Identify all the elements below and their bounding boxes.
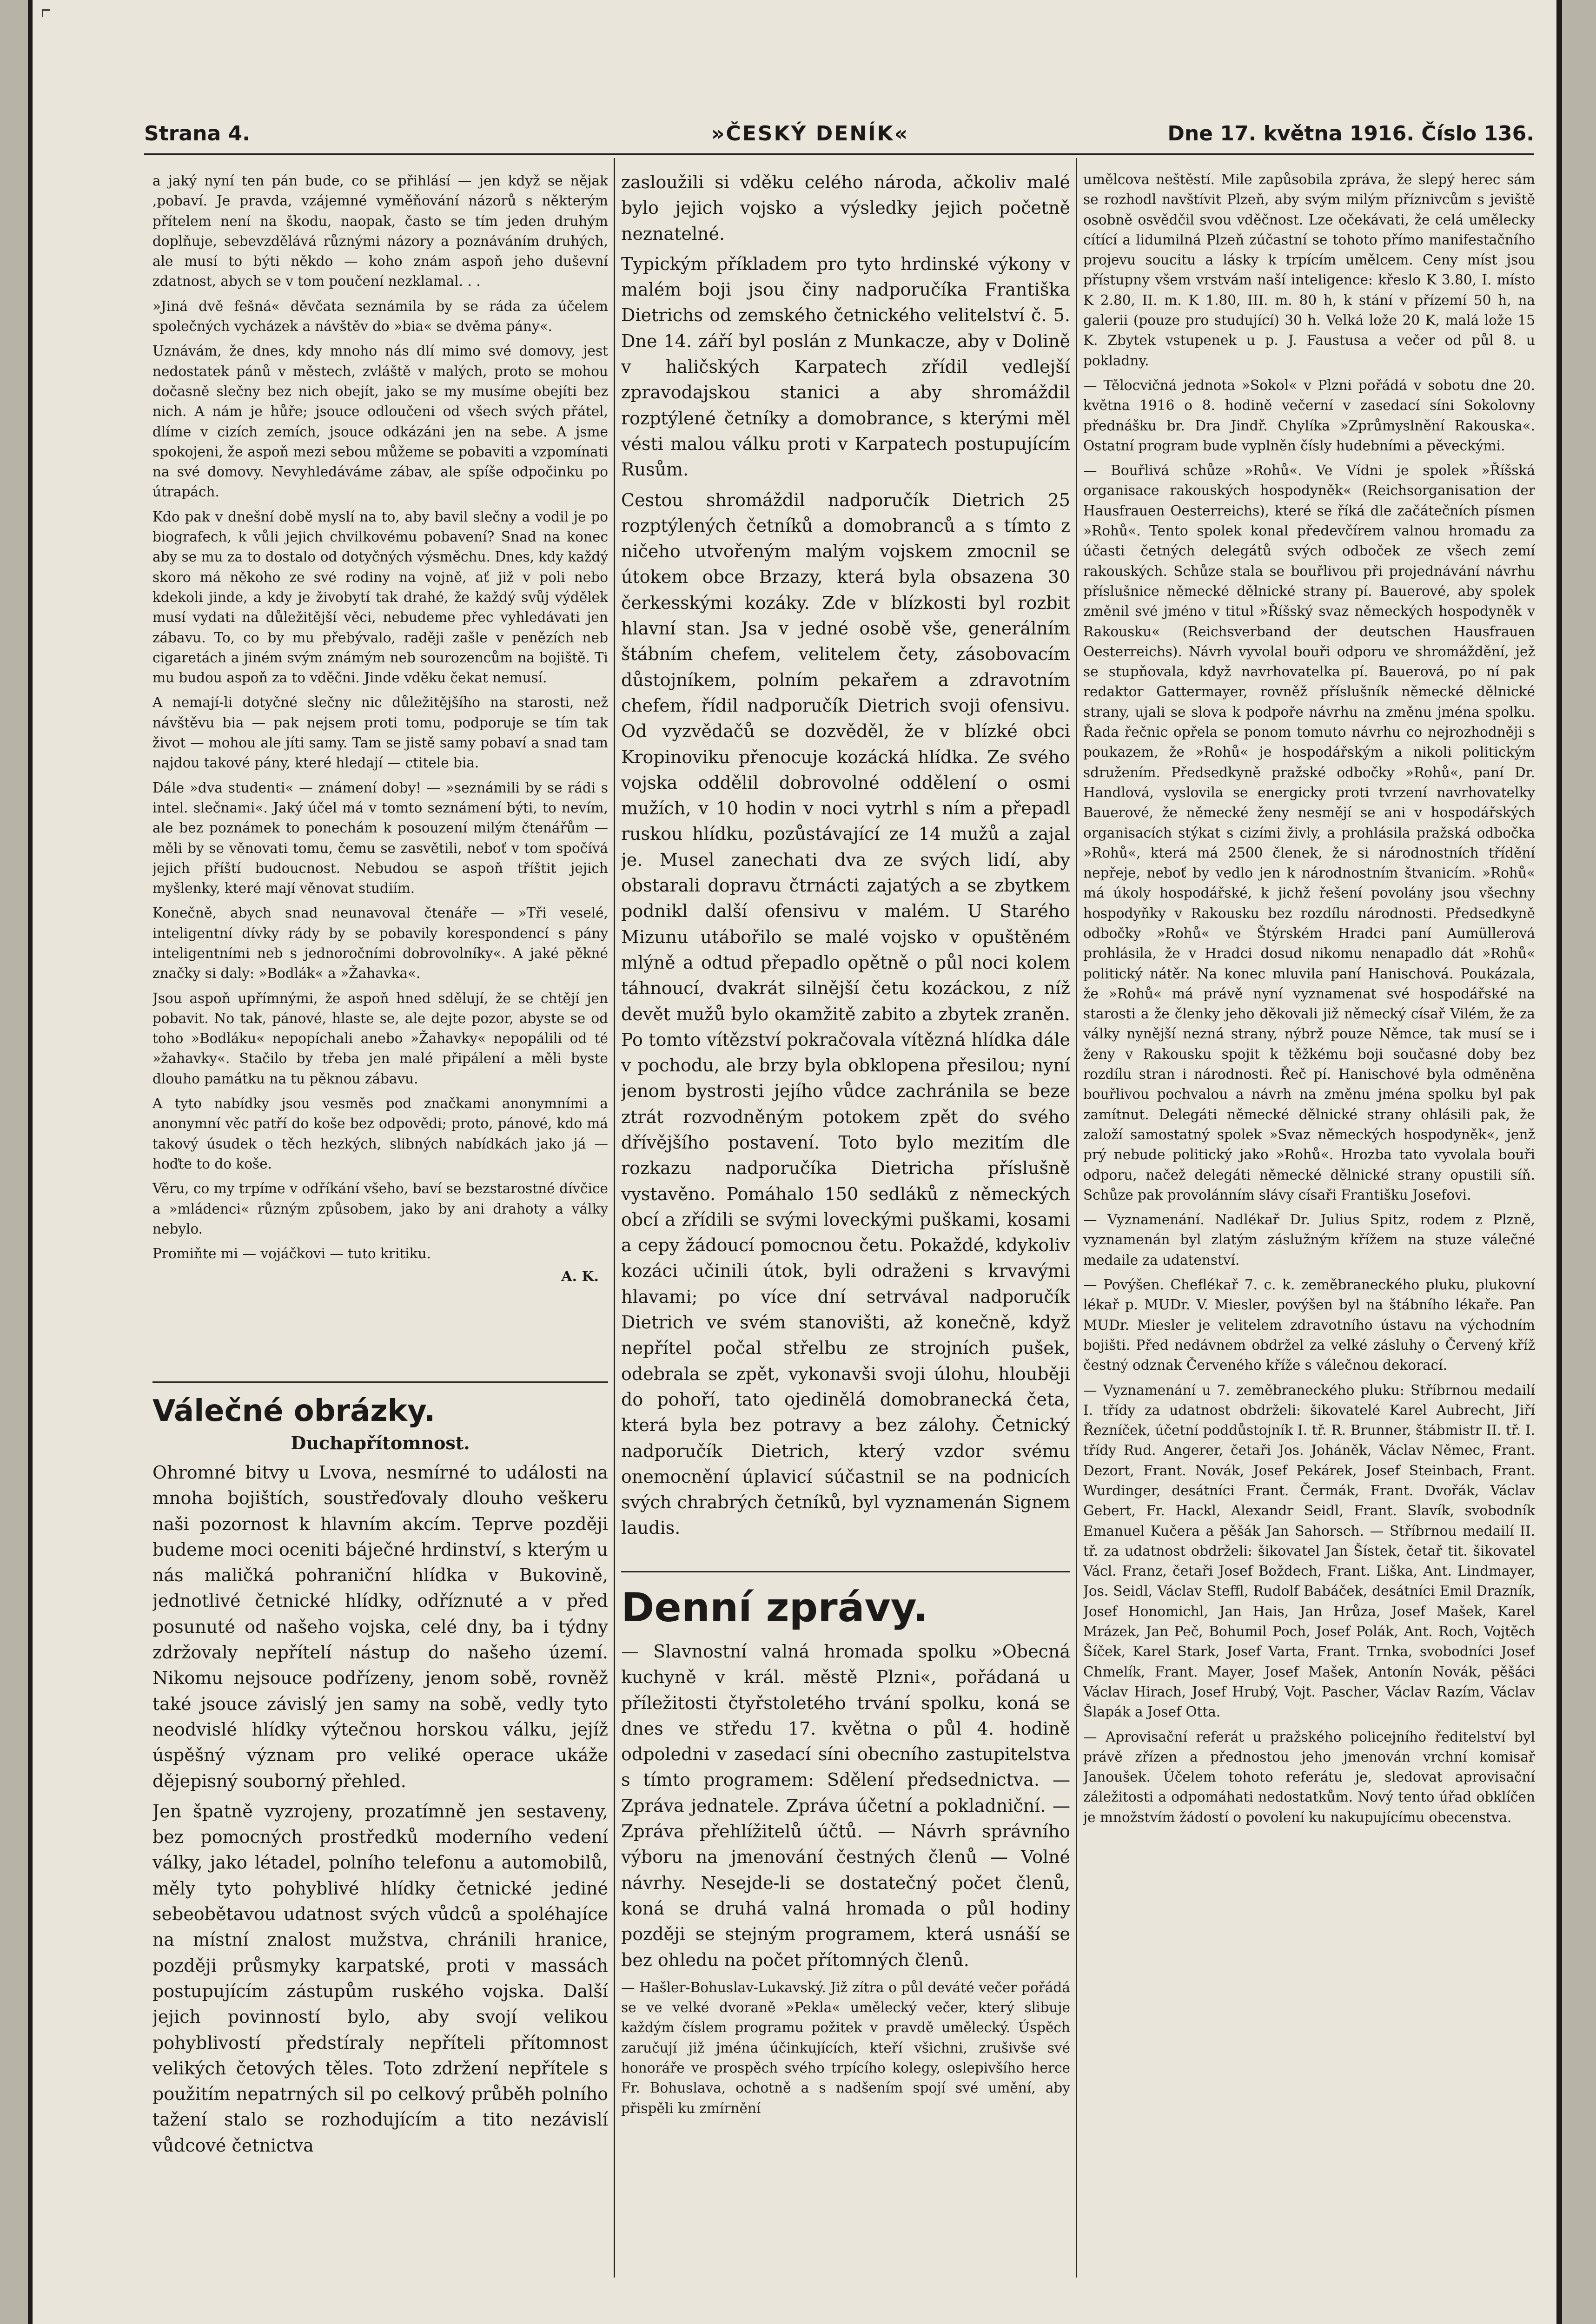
article-war-continuation (621, 170, 1070, 1555)
paragraph: — Vyznamenání. Nadlékař Dr. Julius Spitz, rodem z Plzně, vyznamenán byl zlatým záslužným křížem na stuze válečné medaile za udatenství. (1083, 1212, 1535, 1268)
daily-news-continuation (1083, 170, 1535, 2243)
section-rule (621, 1571, 1070, 1572)
page-number: Strana 4. (144, 122, 250, 145)
paragraph: Dále »dva studenti« — známení doby! — »seznámili by se rádi s intel. slečnami«. Jaký účel má v tomto seznámení býti, to nevím, ale bez poznámek to ponechám k posouzení milým čtenářům — měli by se věnovati tomu, čemu se zasvětili, neboť v tom spočívá jejich příští budoucnost. Nebudou se aspoň tříštit jejich myšlenky, které mají věnovat studiím. (152, 779, 608, 897)
column-rule-2 (1076, 158, 1077, 2278)
paragraph: a jaký nyní ten pán bude, co se přihlásí — jen když se nějak ,pobaví. Je pravda, vzájemné vyměňování názorů s některým přítelem není na škodu, naopak, často se tím jeden druhým doplňuje, sebevzdělává různými názory a poznáváním druhých, ale musí to býti někdo — koho znám aspoň jeho duševní zdatnost, abych se v tom poučení nezklamal. . . (152, 173, 608, 290)
paragraph: umělcova neštěstí. Mile zapůsobila zpráva, že slepý herec sám se rozhodl navštívit Plzeň, aby svým milým příznivcům s jeviště osobně osvědčil svou vděčnost. Lze očekávati, že celá umělecky cítící a lidumilná Plzeň zúčastní se tohoto přímo manifestačního projevu soucitu a lásky k trpícím umělcem. Ceny míst jsou přístupny všem vrstvám naší inteligence: křeslo K 3.80, I. místo K 2.80, II. m. K 1.80, III. m. 80 h, k stání v přízemí 50 h, na galerii (pouze pro studující) 30 h. Velká lože 20 K, malá lože 15 K. Zbytek vstupenek u p. J. Faustusa a večer od půl 8. u pokladny. (1083, 172, 1535, 369)
section-title-war: Válečné obrázky. (152, 1394, 436, 1428)
section-rule (152, 1381, 608, 1383)
paragraph: Typickým příkladem pro tyto hrdinské výkony v malém boji jsou činy nadporučíka Františka Dietrichs od zemského četnického velitelství č. 5. Dne 14. září byl poslán z Munkacze, aby v Dolině v haličských Karpatech zřídil vedlejší zpravodajskou stanici a aby shromáždil rozptýlené četníky a domobrance, s kterými měl vésti malou válku proti v Karpatech postupujícím Rusům. (621, 253, 1070, 480)
paragraph: A tyto nabídky jsou vesměs pod značkami anonymními a anonymní věc patří do koše bez odpovědi; proto, pánové, kdo má takový úsudek o těch hezkých, slibných nabídkách jako já — hoďte to do koše. (152, 1096, 608, 1172)
registration-mark (42, 9, 50, 17)
paragraph: — Bouřlivá schůze »Rohů«. Ve Vídni je spolek »Říšská organisace rakouských hospodyněk« (Reichsorganisation der Hausfrauen Oesterreichs), které se říká dle začátečních písmen »Rohů«. Tento spolek konal předevčírem valnou hromadu za účasti četných delegátů svých odboček ze všech zemí rakouských. Schůze stala se bouřlivou při projednávání návrhu příslušnice německé dělnické strany pí. Bauerové, aby spolek změnil své jméno v titul »Říšský svaz německých hospodyněk v Rakousku« (Reichsverband der deutschen Hausfrauen Oesterreichs). Návrh vyvolal bouři odporu ve shromáždění, jež se stupňovala, když navrhovatelka pí. Bauerová, po ní pak redaktor Gattermayer, rovněž příslušník německé dělnické strany, ujali se slova k podpoře návrhu na změnu jména spolku. Řada řečnic opřela se ponom tomuto návrhu co nejrozhodněji s poukazem, že »Rohů« je hospodářským a nikoli politickým sdružením. Předsedkyně pražské odbočky »Rohů«, paní Dr. Handlová, vyslovila se energicky proti tvrzení navrhovatelky Bauerové, že německé ženy nesmějí se ani v hospodářských organisacích stýkat s cizími živly, a prohlásila pražská odbočka »Rohů«, která má 2500 členek, že si národnostních třídění nepřeje, neboť by vedlo jen k národnostním štvanicím. »Rohů« má úkoly hospodářské, k jichž řešení povolány jsou všechny hospodyňky v Rakousku bez rozdílu národnosti. Předsedkyně odbočky »Rohů« ve Štýrském Hradci paní Aumüllerová prohlásila, že v Hradci dosud nikomu nenapadlo dát »Rohů« politický nátěr. Na konec mluvila paní Hanischová. Poukázala, že »Rohů« má právě nyní vyznamenat své hospodářské na starosti a že členky jeho děkovali již německý císař Vilém, že za války nynější nezná strany, nýbrž pouze Němce, tak musí se i ženy v Rakousku spojit k těžkému boji současné doby bez rozdílu stran i národnosti. Řeč pí. Hanischové byla odměněna bouřlivou pochvalou a návrh na změnu jména spolku byl pak zamítnut. Delegáti německé dělnické strany ohlásili pak, že založí samostatný spolek »Svaz německých hospodyněk«, jenž prý nebude politický jako »Rohů«. Hrozba tato vyvolala bouři odporu, načež delegáti německé dělnické strany opustili síň. Schůze pak provolánním slávy císaři Františku Josefovi. (1083, 462, 1535, 1203)
paragraph: Uznávám, že dnes, kdy mnoho nás dlí mimo své domovy, jest nedostatek pánů v městech, zvláště v malých, proto se mohou dočasně slečny bez nich obejít, jako se my musíme obejíti bez nich. A nám je hůře; jsouce odloučeni od všech svých přátel, dlíme v cizích zemích, jsouce odkázáni jen na sebe. A jsme spokojeni, že aspoň mezi sebou můžeme se pobaviti a vzpomínati na své domovy. Nevyhledáváme zábav, ale spíše odpočinku po útrapách. (152, 343, 608, 500)
signature: A. K. (561, 1268, 599, 1285)
paragraph: — Vyznamenání u 7. zeměbraneckého pluku: Stříbrnou medailí I. třídy za udatnost obdrželi: šikovatelé Karel Aubrecht, Jiří Řezníček, účetní poddůstojník I. tř. R. Brunner, štábmistr II. tř. I. třídy Rud. Angerer, četaři Jos. Joháněk, Václav Němec, Frant. Dezort, Frant. Novák, Josef Pekárek, Josef Steinbach, Frant. Wurdinger, desátníci Frant. Čermák, Frant. Dvořák, Václav Gebert, Fr. Hackl, Alexandr Seidl, Frant. Slavík, svobodník Emanuel Kučera a pěšák Jan Sahorsch. — Stříbrnou medailí II. tř. za udatnost obdrželi: šikovatel Jan Šístek, četař tit. šikovatel Václ. Franz, četaři Josef Boždech, Frant. Liška, Ant. Lindmayer, Jos. Seidl, Václav Steffl, Rudolf Babáček, desátníci Emil Drazník, Josef Honomichl, Jan Hais, Jan Hrůza, Josef Mašek, Karel Mrázek, Jan Peč, Bohumil Poch, Josef Polák, Ant. Roch, Vojtěch Šíček, Karel Stark, Josef Varta, Frant. Trnka, svobodníci Josef Chmelík, Frant. Mayer, Josef Mašek, Antonín Novák, pěšáci Václav Hirach, Josef Hrubý, Vojt. Pascher, Václav Razím, Václav Šlapák a Josef Otta. (1083, 1382, 1535, 1720)
masthead-title: »ČESKÝ DENÍK« (711, 122, 909, 145)
paragraph: Kdo pak v dnešní době myslí na to, aby bavil slečny a vodil je po biografech, k vůli jejich chvilkovému pobavení? Snad na konec aby se mu za to dostalo od dotyčných výsměchu. Dnes, kdy každý skoro má někoho ze své rodiny na vojně, ať již v poli nebo kdekoli jinde, a kdy je živobytí tak drahé, že každý svůj výdělek musí vydati na důležitější věci, nebudeme přec vyhledávati jen zábavu. To, co by mu přebývalo, raději zašle v penězích neb cigaretách a jiném svým známým neb sourozencům na bojiště. Ti mu budou aspoň za to vděčni. Jinde vděku čekat nemusí. (152, 508, 608, 686)
article-reader-letter (152, 171, 608, 1375)
paragraph: — Hašler-Bohuslav-Lukavský. Již zítra o půl deváté večer pořádá se ve velké dvoraně »Pekla« umělecký večer, který slibuje každým číslem programu požitek v pravdě umělecký. Úspěch zaručují již jména účinkujících, kteří všichni, zrušivše své honoráře ve prospěch svého trpícího kolegy, oslepivšího herce Fr. Bohuslava, ochotně a s nadšením spojí své umění, aby přispěli ku zmírnění (621, 1979, 1070, 2116)
paragraph: — Tělocvičná jednota »Sokol« v Plzni pořádá v sobotu dne 20. května 1916 o 8. hodině večerní v zasedací síni Sokolovny přednášku br. Dra Jindř. Chylíka »Zprůmyslnění Rakouska«. Ostatní program bude vyplněn čísly hudebními a pěveckými. (1083, 377, 1535, 454)
page-header (144, 122, 1534, 154)
paragraph: Ohromné bitvy u Lvova, nesmírné to události na mnoha bojištích, soustřeďovaly dlouho veškeru naši pozornost k hlavním akcím. Teprve později budeme moci oceniti báječné hrdinství, s kterým u nás maličká pohraniční hlídka v Bukovině, jednotlivé četnické hlídky, odříznuté a v před posunuté od našeho vojska, celé dny, ba i týdny zdržovaly nepřítelí nástup do našeho území. Nikomu nejsouce podřízeny, jenom sobě, rovněž také jsouce závislý jen samy na sobě, vedly tyto neodvislé hlídky výtečnou horskou válku, jejíž úspěšný význam pro veliké operace ukáže dějepisný souborný přehled. (152, 1462, 608, 1791)
article-war-pictures (152, 1390, 608, 2226)
paragraph: — Aprovisační referát u pražského policejního ředitelství byl právě zřízen a přednostou jeho jmenován vrchní komisař Janoušek. Účelem tohoto referátu je, sledovat aprovisační záležitosti a odpomáhati nedostatkům. Nový tento úřad obklíčen je množstvím žádostí o povolení ku nakupujícímu obecenstva. (1083, 1729, 1535, 1825)
paragraph: Jen špatně vyzrojeny, prozatímně jen sestaveny, bez pomocných prostředků moderního vedení války, jako létadel, polního telefonu a automobilů, měly tyto pohyblivé hlídky četnické jediné sebeobětavou udatnost svých vůdců a spoléhajíce na místní znalost mužstva, chránili hranice, později průsmyky karpatské, proti v massách postupujícím zástupům ruského vojska. Další jejich povinností bylo, aby svojí velikou pohyblivostí předstíraly nepříteli přítomnost velikých četových těles. Toto zdržení nepřítele s použitím nepatrných sil po celkový průběh polního tažení stalo se rozhodujícím a tito nezávislí vůdcové četnictva (152, 1801, 608, 2156)
page-right-edge (1556, 0, 1562, 2324)
paragraph: Konečně, abych snad neunavoval čtenáře — »Tři veselé, inteligentní dívky rády by se pobavily korespondencí s pány inteligentními neb s jednoročními dobrovolníky«. A jaké pěkné značky si daly: »Bodlák« a »Žahavka«. (152, 905, 608, 982)
article-subtitle: Duchapřítomnost. (291, 1433, 470, 1453)
column-rule-1 (614, 158, 615, 2278)
paragraph: Cestou shromáždil nadporučík Dietrich 25 rozptýlených četníků a domobranců a s tímto z ničeho utvořeným malým vojskem zmocnil se útokem obce Brzazy, která byla obsazena 30 čerkesskými kozáky. Zde v blízkosti byl rozbit hlavní stan. Jsa v jedné osobě vše, generálním štábním chefem, velitelem čety, zásobovacím důstojníkem, polním pekařem a zdravotním chefem, řídil nadporučík Dietrich svoji ofensivu. Od vyzvědačů se dozvěděl, že v blízké obci Kropinoviku přenocuje kozácká hlídka. Ze svého vojska oddělil dobrovolné oddělení o osmi mužích, v 10 hodin v noci vytrhl s ním a přepadl ruskou hlídku, pozůstávající ze 14 mužů a zajal je. Musel zanechati dva ze svých lidí, aby obstarali dopravu čtrnácti zajatých a se zbytkem podnikl další ofensivu v malém. U Starého Mizunu utábořilo se malé vojsko v opuštěném mlýně a odtud přepadlo opětně o půl noci kolem táhnoucí, dvakrát silnější četu kozáckou, z níž devět mužů bylo okamžitě zabito a zbytek zraněn. Po tomto vítězství pokračovala vítězná hlídka dále v pochodu, ale brzy byla obklopena přesilou; nyní jenom bystrosti jejího vůdce zachránila se beze ztrát rozvodněným potokem zpět do svého dřívějšího postavení. Toto bylo mezitím dle rozkazu nadporučíka Dietricha příslušně vystavěno. Pomáhalo 150 sedláků z německých obcí a zřídili se svými loveckými puškami, kosami a cepy žádoucí pomocnou četu. Pokaždé, kdykoliv kozáci učinili útok, byli odraženi s krvavými hlavami; po více dní setrvával nadporučík Dietrich ve svém stanovišti, až konečně, když nepřítel počal střelbu ze strojních pušek, odebrala se zpět, vykonavši svoji úlohu, hlouběji do pohoří, tato ojedinělá domobranecká četa, která byla bez potravy a bez zálohy. Četnický nadporučík Dietrich, který vzdor svému onemocnění úplavicí súčastnil se na podnicích svých chrabrých četníků, byl vyznamenán Signem laudis. (621, 489, 1070, 1538)
paragraph: — Povýšen. Cheflékař 7. c. k. zeměbraneckého pluku, plukovní lékař p. MUDr. V. Miesler, povýšen byl na štábního lékaře. Pan MUDr. Miesler je velitelem zdravotního ústavu na východním bojišti. Před nedávnem obdržel za velké zásluhy o Červený kříž čestný odznak Červeného kříže s válečnou dekorací. (1083, 1277, 1535, 1373)
section-daily-news (621, 1580, 1070, 2240)
paragraph: Věru, co my trpíme v odříkání všeho, baví se bezstarostné dívčice a »mládenci« různým způsobem, jako by ani drahoty a války nebylo. (152, 1181, 608, 1237)
paragraph: Jsou aspoň upřímnými, že aspoň hned sdělují, že se chtějí jen pobavit. No tak, pánové, hlaste se, ale dejte pozor, abyste se od toho »Bodláku« nepopíchali anebo »Žahavky« nepopálili od té »žahavky«. Stačilo by třeba jen malé připálení a měli byste dlouho památku na tu pěknou zábavu. (152, 990, 608, 1087)
paragraph: — Slavnostní valná hromada spolku »Obecná kuchyně v král. městě Plzni«, pořádaná u příležitosti čtyřstoletého trvání spolku, koná se dnes ve středu 17. května o půl 4. hodině odpoledni v zasedací síni obecního zastupitelstva s tímto programem: Sdělení předsednictva. — Zpráva jednatele. Zpráva účetní a pokladniční. — Zpráva přehlížitelů účtů. — Návrh správního výboru na jmenování čestných členů — Volné návrhy. Nesejde-li se dostatečný počet členů, koná se druhá valná hromada o půl hodiny později se stejným programem, která usnáší se bez ohledu na počet přítomných členů. (621, 1641, 1070, 1970)
paragraph: Promiňte mi — vojáčkovi — tuto kritiku. (152, 1246, 431, 1262)
section-title-daily-news: Denní zprávy. (621, 1585, 928, 1631)
page-left-edge (28, 0, 33, 2324)
date-issue: Dne 17. května 1916. Číslo 136. (1167, 122, 1534, 145)
header-rule (144, 153, 1534, 155)
paragraph: zasloužili si vděku celého národa, ačkoliv malé bylo jejich vojsko a výsledky jejich početně neznatelné. (621, 172, 1070, 244)
paragraph: A nemají-li dotyčné slečny nic důležitějšího na starosti, než návštěvu bia — pak nejsem proti tomu, podporuje se tím tak život — mohou ale jíti samy. Tam se jistě samy pobaví a snad tam najdou takové pány, které hledají — ctitele bia. (152, 694, 608, 771)
paragraph: »Jiná dvě fešná« děvčata seznámila by se ráda za účelem společných vycházek a návštěv do »bia« se dvěma pány«. (152, 298, 608, 335)
